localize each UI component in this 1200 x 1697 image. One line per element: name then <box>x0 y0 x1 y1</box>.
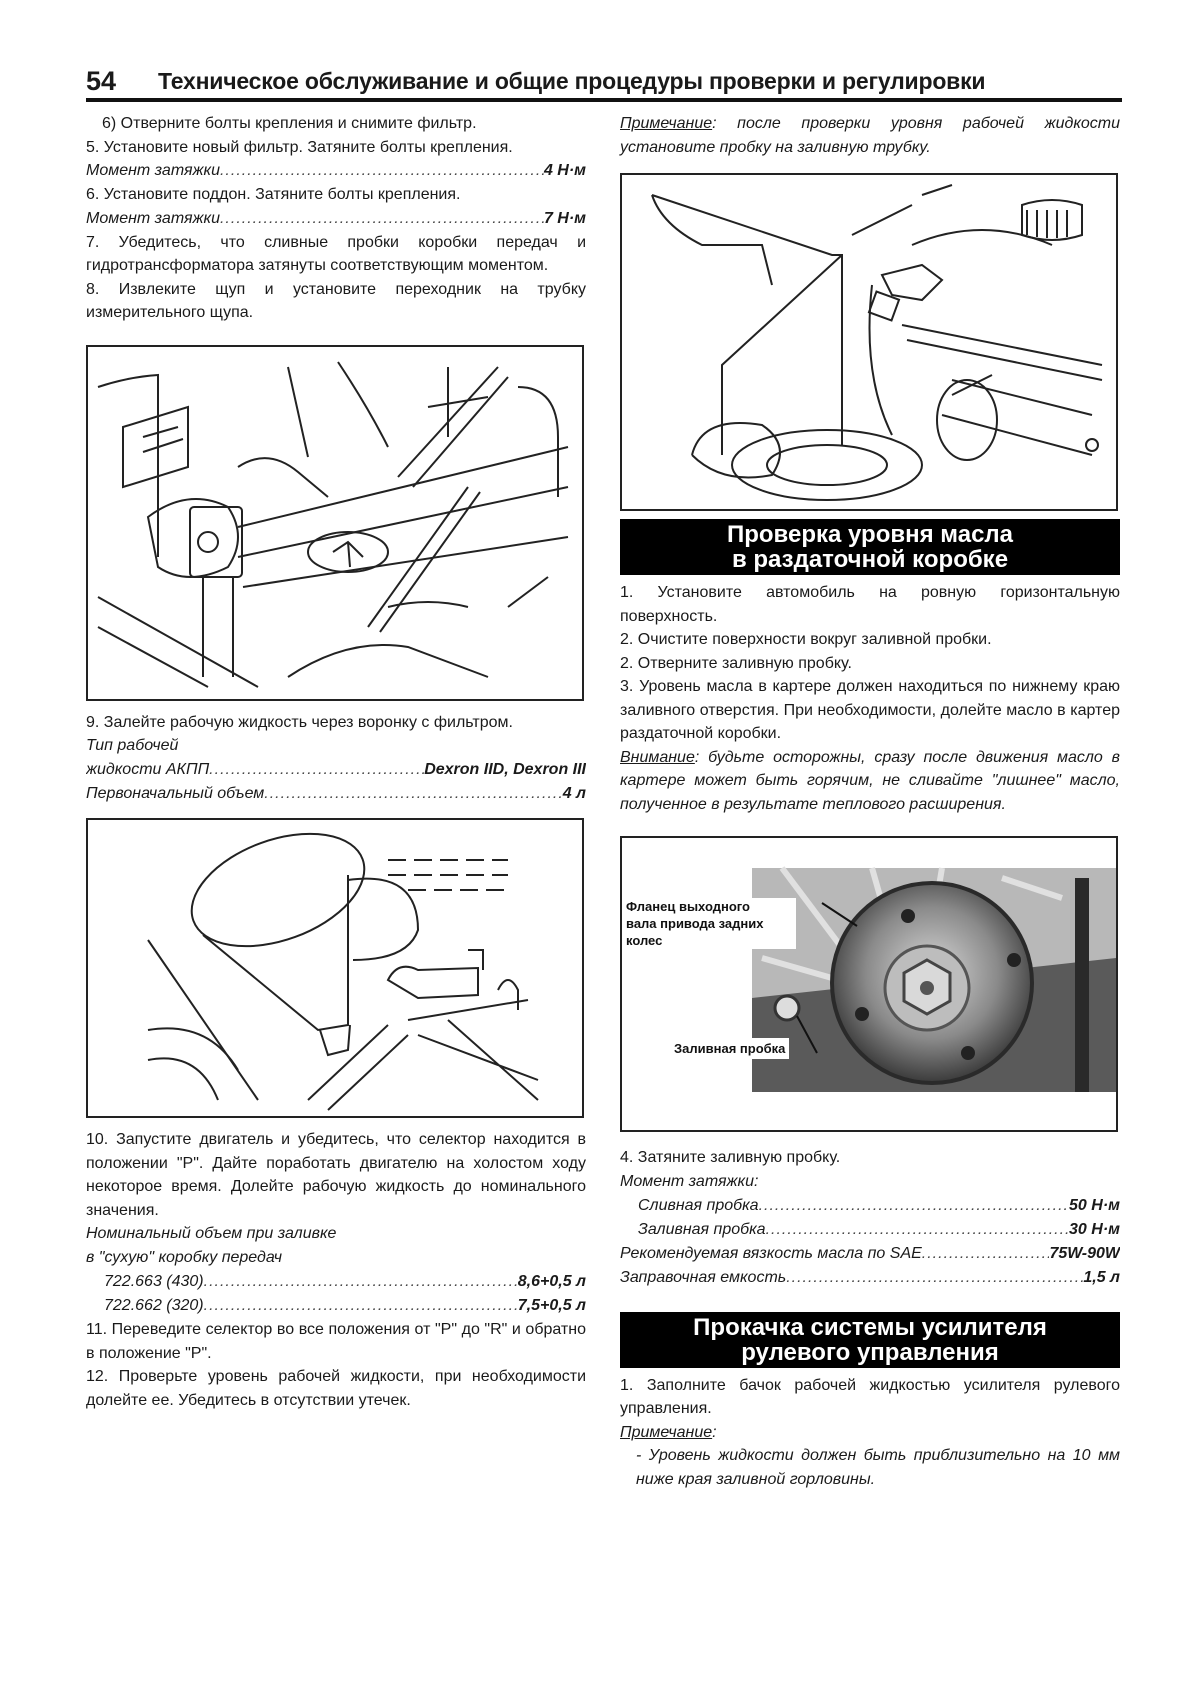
step-5: 5. Установите новый фильтр. Затяните болты крепления. <box>86 138 513 156</box>
note-fluid-level: - Уровень жидкости должен быть приблизительно на 10 мм ниже края заливной горловины. <box>636 1447 1120 1488</box>
page-header <box>86 62 1122 102</box>
section-title-transfer-case-oil: Проверка уровня масла в раздаточной коробке <box>620 519 1120 575</box>
label-fill-plug: Заливная пробка <box>670 1038 789 1059</box>
note-fluid-level-head: Примечание: <box>620 1423 717 1441</box>
spec-nominal-volume-title: Номинальный объем при заливке <box>86 1225 337 1242</box>
spec-initial-volume: Первоначальный объем ..... 4 л <box>86 782 586 806</box>
left-column <box>86 112 586 1412</box>
figure-funnel-illustration <box>86 818 584 1118</box>
step-9: 9. Залейте рабочую жидкость через воронку с фильтром. <box>86 713 513 731</box>
spec-nominal-volume-subtitle: в "сухую" коробку передач <box>86 1249 282 1266</box>
spec-fill-plug: Заливная пробка ..... 30 Н·м <box>620 1218 1120 1242</box>
section-title-power-steering-bleed: Прокачка системы усилителя рулевого управления <box>620 1312 1120 1368</box>
step-7: 7. Убедитесь, что сливные пробки коробки передач и гидротрансформатора затянуты соответствующим моментом. <box>86 233 586 274</box>
step-6b: 6) Отверните болты крепления и снимите фильтр. <box>102 115 477 132</box>
step-8: 8. Извлеките щуп и установите переходник на трубку измерительного щупа. <box>86 280 586 321</box>
page-number: 54 <box>86 66 117 96</box>
tc-step-3: 3. Уровень масла в картере должен находиться по нижнему краю заливного отверстия. При необходимости, долейте масло в картер раздаточной коробки. <box>620 678 1120 742</box>
spec-drain-plug: Сливная пробка ..... 50 Н·м <box>620 1194 1120 1218</box>
note-after-check: Примечание: после проверки уровня рабочей жидкости установите пробку на заливную трубку. <box>620 115 1120 156</box>
figure-plug-illustration <box>620 173 1118 511</box>
spec-row-722663: 722.663 (430) ..... 8,6+0,5 л <box>86 1270 586 1294</box>
funnel-drawing <box>88 820 582 1116</box>
page-title: Техническое обслуживание и общие процедуры проверки и регулировки <box>158 68 986 94</box>
tc-step-1: 1. Установите автомобиль на ровную горизонтальную поверхность. <box>620 584 1120 625</box>
spec-oil-viscosity: Рекомендуемая вязкость масла по SAE ..... 75W-90W <box>620 1242 1120 1266</box>
figure-transfer-case-photo <box>620 836 1118 1132</box>
spec-fill-capacity: Заправочная емкость ..... 1,5 л <box>620 1266 1120 1290</box>
step-11: 11. Переведите селектор во все положения от "P" до "R" и обратно в положение "P". <box>86 1321 586 1362</box>
tc-step-2b: 2. Отверните заливную пробку. <box>620 654 852 672</box>
spec-torque-pan: Момент затяжки ..... 7 Н·м <box>86 207 586 231</box>
step-12: 12. Проверьте уровень рабочей жидкости, при необходимости долейте ее. Убедитесь в отсутствии утечек. <box>86 1368 586 1409</box>
step-6: 6. Установите поддон. Затяните болты крепления. <box>86 186 461 203</box>
right-column <box>620 112 1120 1491</box>
engine-adapter-drawing <box>88 347 582 699</box>
ps-step-1: 1. Заполните бачок рабочей жидкостью усилителя рулевого управления. <box>620 1376 1120 1417</box>
tc-step-4: 4. Затяните заливную пробку. <box>620 1149 841 1166</box>
spec-fluid-type: жидкости АКПП ..... Dexron IID, Dexron III <box>86 758 586 782</box>
tc-step-2a: 2. Очистите поверхности вокруг заливной пробки. <box>620 631 992 648</box>
transfer-case-photo-drawing <box>622 838 1116 1130</box>
spec-fluid-type-label: Тип рабочей <box>86 737 179 754</box>
figure-adapter-illustration <box>86 345 584 701</box>
step-10: 10. Запустите двигатель и убедитесь, что селектор находится в положении "P". Дайте поработать двигателю на холостом ходу некоторое время. Долейте рабочую жидкость до номинального значения. <box>86 1131 586 1219</box>
spec-torque-filter: Момент затяжки ..... 4 Н·м <box>86 159 586 183</box>
warning-hot-oil: Внимание: будьте осторожны, сразу после движения масло в картере может быть горячим, не сливайте "лишнее" масло, полученное в результате теплового расширения. <box>620 748 1120 813</box>
dipstick-plug-drawing <box>622 175 1116 509</box>
label-rear-output-flange: Фланец выходного вала привода задних колес <box>626 898 796 949</box>
spec-row-722662: 722.662 (320) ..... 7,5+0,5 л <box>86 1294 586 1318</box>
spec-torque-title: Момент затяжки: <box>620 1172 759 1190</box>
